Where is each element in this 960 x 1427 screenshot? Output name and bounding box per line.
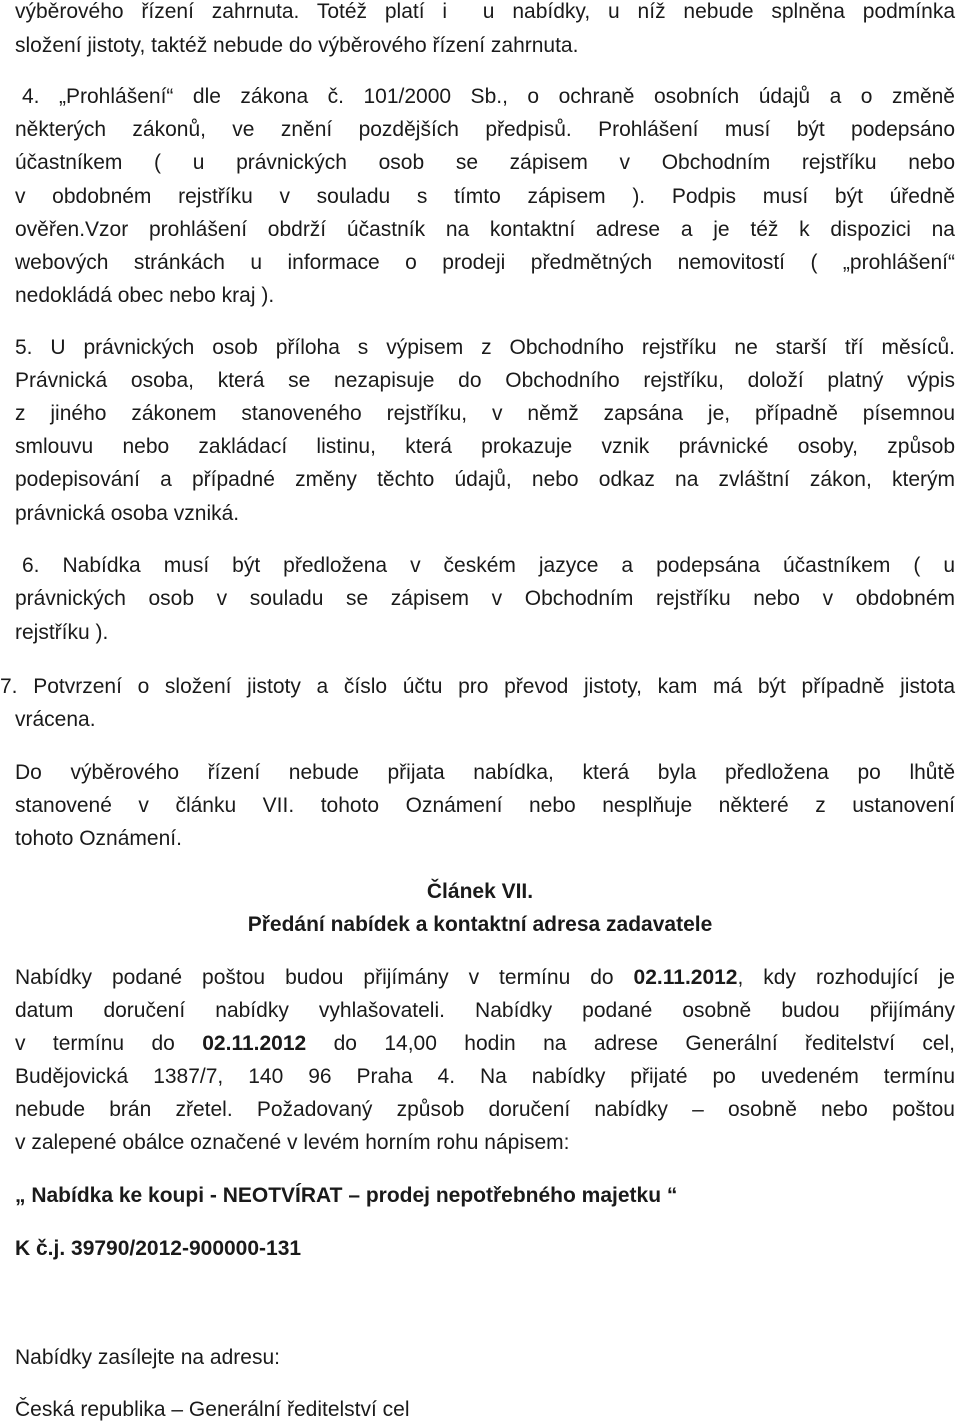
item5-line-3: z jiného zákonem stanoveného rejstříku, v němž zapsána je, případně písemnou (15, 402, 955, 425)
intro-line-1: výběrového řízení zahrnuta. Totéž platí i u nabídky, u níž nebude splněna podmínka (15, 0, 955, 23)
submission-text-1b: , kdy rozhodující je (737, 966, 955, 989)
item6-line-1: 6. Nabídka musí být předložena v českém jazyce a podepsána účastníkem ( u (22, 554, 955, 577)
item4-line-4: v obdobném rejstříku v souladu s tímto zápisem ). Podpis musí být úředně (15, 185, 955, 208)
submission-line-3 (15, 1027, 955, 1061)
submission-text-1a: Nabídky podané poštou budou přijímány v termínu do (15, 966, 634, 989)
envelope-label: „ Nabídka ke koupi - NEOTVÍRAT – prodej nepotřebného majetku “ (15, 1184, 678, 1207)
item4-line-2: některých zákonů, ve znění pozdějších předpisů. Prohlášení musí být podepsáno (15, 118, 955, 141)
item5-line-1: 5. U právnických osob příloha s výpisem z Obchodního rejstříku ne starší tří měsíců. (15, 336, 955, 359)
article-number: Článek VII. (426, 880, 534, 903)
item4-line-5: ověřen.Vzor prohlášení obdrží účastník na kontaktní adrese a je též k dispozici na (15, 218, 955, 241)
item4-line-1: 4. „Prohlášení“ dle zákona č. 101/2000 Sb., o ochraně osobních údajů a o změně (22, 85, 955, 108)
item4-line-3: účastníkem ( u právnických osob se zápisem v Obchodním rejstříku nebo (15, 151, 955, 174)
submission-text-3a: v termínu do (15, 1032, 203, 1055)
address-line-1: Česká republika – Generální ředitelství cel (15, 1398, 410, 1421)
rejection-line-3: tohoto Oznámení. (15, 827, 182, 850)
address-heading: Nabídky zasílejte na adresu: (15, 1346, 280, 1369)
rejection-line-1: Do výběrového řízení nebude přijata nabídka, která byla předložena po lhůtě (15, 761, 955, 784)
submission-date-postal: 02.11.2012 (633, 966, 738, 989)
item6-line-3: rejstříku ). (15, 621, 109, 644)
item4-line-6: webových stránkách u informace o prodeji předmětných nemovitostí ( „prohlášení“ (15, 251, 955, 274)
item7-line-1: 7. Potvrzení o složení jistoty a číslo účtu pro převod jistoty, kam má být případně jistota (0, 675, 955, 698)
submission-line-2: datum doručení nabídky vyhlašovateli. Nabídky podané osobně budou přijímány (15, 999, 955, 1022)
item5-line-4: smlouvu nebo zakládací listinu, která prokazuje vznik právnické osoby, způsob (15, 435, 955, 458)
item6-line-2: právnických osob v souladu se zápisem v Obchodním rejstříku nebo v obdobném (15, 587, 955, 610)
submission-line-1 (15, 961, 955, 995)
reference-number: K č.j. 39790/2012-900000-131 (15, 1237, 302, 1260)
item7-line-2: vrácena. (15, 708, 96, 731)
item5-line-6: právnická osoba vzniká. (15, 502, 240, 525)
rejection-line-2: stanovené v článku VII. tohoto Oznámení nebo nesplňuje některé z ustanovení (15, 794, 955, 817)
item5-line-2: Právnická osoba, která se nezapisuje do Obchodního rejstříku, doloží platný výpis (15, 369, 955, 392)
article-title: Předání nabídek a kontaktní adresa zadavatele (247, 913, 713, 936)
submission-line-4: Budějovická 1387/7, 140 96 Praha 4. Na nabídky přijaté po uvedeném termínu (15, 1065, 955, 1088)
submission-text-3b: do 14,00 hodin na adrese Generální ředitelství cel, (306, 1032, 955, 1055)
item5-line-5: podepisování a případné změny těchto údajů, nebo odkaz na zvláštní zákon, kterým (15, 468, 955, 491)
submission-line-6: v zalepené obálce označené v levém horním rohu nápisem: (15, 1131, 570, 1154)
item4-line-7: nedokládá obec nebo kraj ). (15, 284, 275, 307)
submission-line-5: nebude brán zřetel. Požadovaný způsob doručení nabídky – osobně nebo poštou (15, 1098, 955, 1121)
submission-date-personal: 02.11.2012 (202, 1032, 307, 1055)
intro-line-2: složení jistoty, taktéž nebude do výběrového řízení zahrnuta. (15, 34, 579, 57)
